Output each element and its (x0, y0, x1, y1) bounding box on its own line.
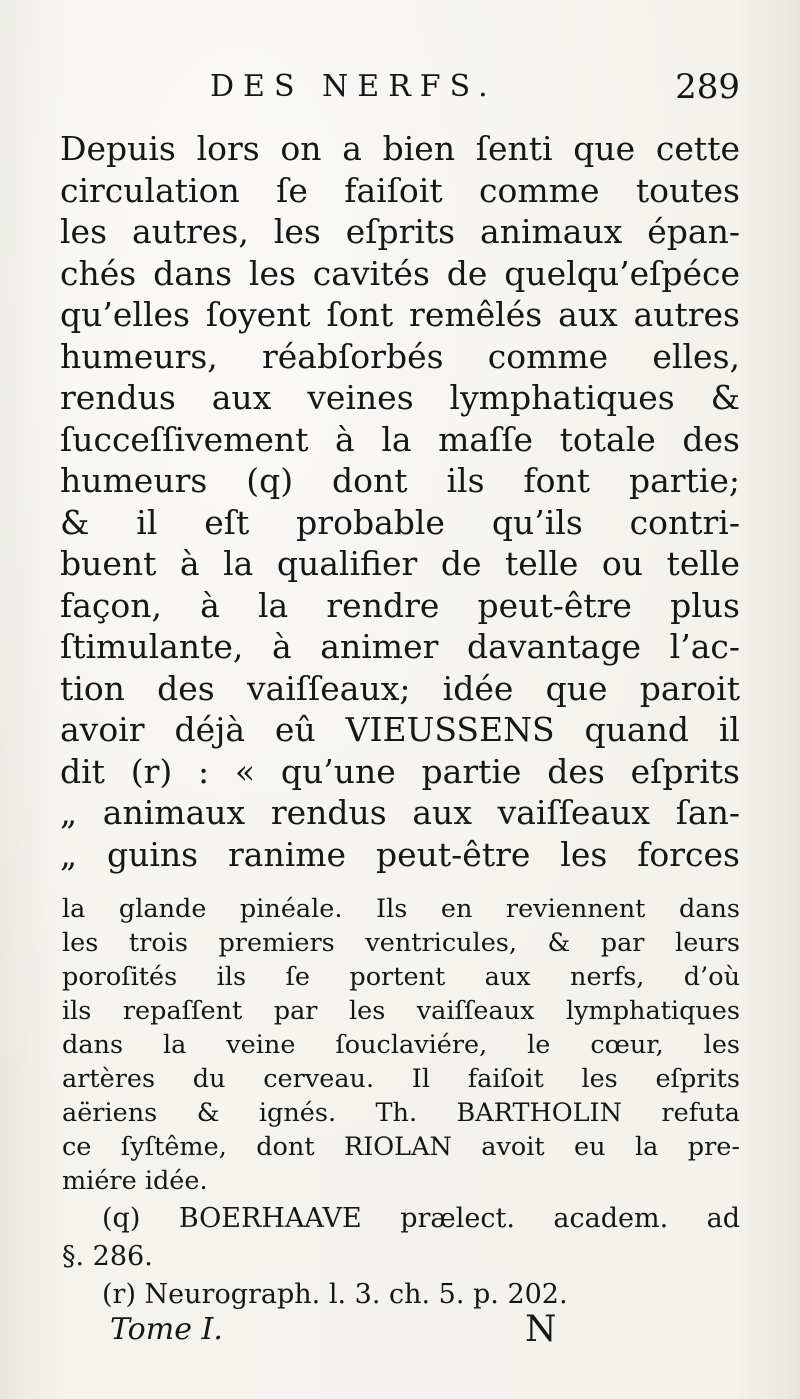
text-line: Depuis lors on a bien ſenti que cette (60, 129, 740, 168)
text-line: humeurs (q) dont ils font partie; (60, 461, 740, 500)
text-line: ſucceſſivement à la maſſe totale des (60, 419, 740, 459)
text-line: chés dans les cavités de quelqu’eſpéce (60, 253, 740, 293)
text-line: humeurs, réabſorbés comme elles, (60, 336, 740, 376)
footnote-r: (r) Neurograph. l. 3. ch. 5. p. 202. (102, 1279, 568, 1310)
footnotes (62, 1200, 740, 1314)
note-line: dans la veine ſouclaviére, le cœur, les (62, 1030, 740, 1060)
text-line: tion des vaiſſeaux; idée que paroit (60, 668, 740, 708)
signature-mark: N (525, 1309, 557, 1350)
note-line: ils repaſſent par les vaiſſeaux lymphatiques (62, 996, 740, 1026)
note-line: miére idée. (62, 1166, 208, 1196)
text-line: façon, à la rendre peut-être plus (60, 585, 740, 625)
note-line: artères du cerveau. Il faiſoit les eſprits (62, 1064, 740, 1094)
footnote-q-continuation: §. 286. (62, 1241, 153, 1272)
main-paragraph (60, 128, 740, 875)
text-line: qu’elles ſoyent ſont remêlés aux autres (60, 295, 740, 334)
note-continuation (62, 892, 740, 1198)
footnote-q: (q) BOERHAAVE prælect. academ. ad (102, 1203, 740, 1234)
signature-line (110, 1306, 670, 1354)
note-line: les trois premiers ventricules, & par leurs (62, 928, 740, 958)
text-line: & il eſt probable qu’ils contri- (60, 502, 740, 542)
text-line: circulation ſe faiſoit comme toutes (60, 170, 740, 210)
text-line: „ guins ranime peut-être les forces (60, 834, 740, 874)
page-number: 289 (675, 67, 740, 107)
text-line: avoir déjà eû VIEUSSENS quand il (60, 710, 740, 749)
note-line: poroſités ils ſe portent aux nerfs, d’où (62, 962, 740, 992)
text-line: ſtimulante, à animer davantage l’ac- (60, 627, 740, 666)
note-line: la glande pinéale. Ils en reviennent dans (62, 894, 740, 924)
running-head: DES NERFS. (210, 69, 497, 104)
page-header (60, 62, 750, 112)
note-line: aëriens & ignés. Th. BARTHOLIN refuta (62, 1098, 740, 1128)
text-line: dit (r) : « qu’une partie des eſprits (60, 751, 740, 791)
text-line: rendus aux veines lymphatiques & (60, 378, 740, 417)
text-line: les autres, les eſprits animaux épan- (60, 212, 740, 251)
text-line: „ animaux rendus aux vaiſſeaux ſan- (60, 793, 740, 832)
text-line: buent à la qualifier de telle ou telle (60, 544, 740, 583)
tome-label: Tome I. (110, 1312, 223, 1347)
note-line: ce ſyſtême, dont RIOLAN avoit eu la pre- (62, 1132, 740, 1162)
